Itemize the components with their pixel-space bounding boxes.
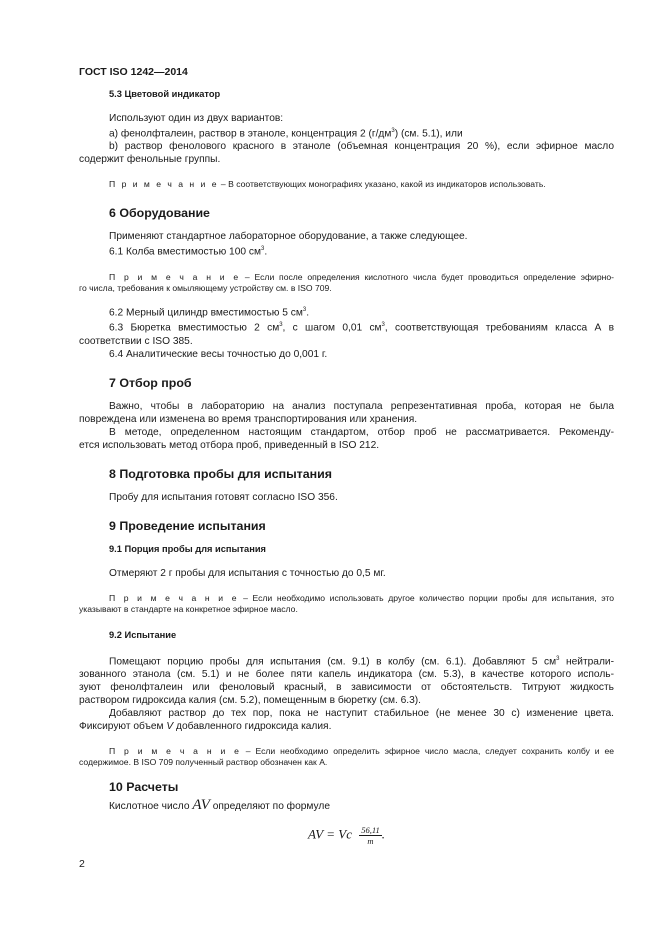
- note-label: П р и м е ч а н и е: [109, 179, 219, 190]
- text-run: ) (см. 5.1), или: [394, 128, 463, 140]
- list-item-b: b) раствор фенолового красного в этаноле (объемная концентрация 20 %), если эфирное масло: [109, 141, 614, 153]
- paragraph-cont: повреждена или изменена во время транспортирования или хранения.: [79, 413, 418, 425]
- text-run: добавленного гидроксида калия.: [173, 720, 332, 732]
- paragraph: Отмеряют 2 г пробы для испытания с точностью до 0,5 мг.: [109, 567, 386, 579]
- text-run: .: [264, 246, 268, 258]
- formula: [79, 825, 614, 846]
- text-run: , с шагом 0,01 см: [282, 322, 382, 334]
- note-label: П р и м е ч а н и е: [109, 271, 241, 282]
- subsection-title-5-3: 5.3 Цветовой индикатор: [109, 89, 221, 99]
- paragraph: Применяют стандартное лабораторное оборудование, а также следующее.: [109, 231, 468, 243]
- variable: V: [166, 720, 174, 732]
- page-content: [79, 88, 614, 846]
- list-item-b-cont: содержит фенольные группы.: [79, 154, 221, 166]
- note-text: – Если необходимо использовать другое количество порции пробы для испытания, это: [238, 592, 615, 603]
- item-6-3: [109, 319, 614, 334]
- formula-denominator: m: [367, 835, 374, 846]
- text-run: определяют по формуле: [209, 800, 330, 812]
- paragraph: [79, 796, 614, 813]
- note-cont: содержимое. В ISO 709 полученный раствор обозначен как А.: [79, 756, 328, 767]
- formula-numerator: 56,11: [361, 824, 380, 835]
- item-6-1: [109, 243, 614, 258]
- note-cont: указывают в стандарте на конкретное эфирное масло.: [79, 603, 298, 614]
- list-item-a: [109, 125, 614, 140]
- paragraph: [79, 653, 614, 668]
- paragraph-cont: раствором гидроксида калия (см. 5.2), помещенным в бюретку (см. 6.3).: [79, 694, 421, 706]
- section-title-9: 9 Проведение испытания: [109, 518, 266, 533]
- text-run: Помещают порцию пробы для испытания (см. 9.1) в колбу (см. 6.1). Добавляют 5 см: [109, 655, 557, 667]
- section-title-7: 7 Отбор проб: [109, 375, 192, 390]
- paragraph: Используют один из двух вариантов:: [109, 113, 284, 124]
- formula-fraction: [359, 825, 382, 846]
- note: [79, 746, 614, 757]
- note-text: – В соответствующих монографиях указано, какой из индикаторов использовать.: [218, 179, 546, 190]
- text-run: , соответствующая требованиям класса А в: [384, 322, 614, 334]
- formula-lhs: AV = Vc: [308, 826, 352, 842]
- section-5-3-body: [79, 112, 614, 153]
- item-6-3-cont: соответствии с ISO 385.: [79, 335, 193, 347]
- note: [79, 593, 614, 604]
- note-cont: го числа, требования к омыляющему устройству см. в ISO 709.: [79, 282, 332, 293]
- standard-header: ГОСТ ISO 1242—2014: [79, 66, 188, 78]
- page-number: 2: [79, 858, 85, 870]
- text-run: нейтрали-: [559, 655, 614, 667]
- variable: AV: [192, 796, 210, 813]
- note: [79, 272, 614, 283]
- subsection-title-9-2: 9.2 Испытание: [109, 629, 177, 640]
- text-run: 6.2 Мерный цилиндр вместимостью 5 см: [109, 307, 303, 319]
- superscript: 3: [391, 128, 395, 134]
- section-title-6: 6 Оборудование: [109, 206, 210, 221]
- paragraph: Пробу для испытания готовят согласно ISO 356.: [109, 491, 338, 503]
- paragraph-cont: зованного этанола (см. 5.1) и не более пяти капель индикатора (см. 5.3), в качестве которого исполь-: [79, 668, 614, 680]
- section-6-items: [79, 304, 614, 335]
- paragraph: Добавляют раствор до тех пор, пока не наступит стабильное (не менее 30 с) изменение цвета.: [109, 707, 614, 719]
- note-text: – Если необходимо определить эфирное число масла, следует сохранить колбу и ее: [240, 745, 614, 756]
- superscript: 3: [279, 322, 283, 329]
- note: [79, 179, 614, 190]
- superscript: 3: [556, 655, 560, 662]
- subsection-title-9-1: 9.1 Порция пробы для испытания: [109, 543, 266, 554]
- paragraph: В методе, определенном настоящим стандартом, отбор проб не рассматривается. Рекоменду-: [109, 426, 614, 438]
- superscript: 3: [381, 322, 385, 329]
- text-run: Фиксируют объем: [79, 720, 167, 732]
- formula-end: .: [381, 826, 385, 842]
- paragraph-cont: зуют фенолфталеин или феноловый красный, в зависимости от обстоятельств. Титруют жидкость: [79, 681, 614, 693]
- text-run: a) фенолфталеин, раствор в этаноле, концентрация 2 (г/дм: [109, 128, 392, 140]
- text-run: .: [306, 307, 310, 319]
- item-6-2: [109, 304, 614, 319]
- section-title-10: 10 Расчеты: [109, 779, 179, 794]
- text-run: 6.3 Бюретка вместимостью 2 см: [109, 322, 280, 334]
- item-6-4: 6.4 Аналитические весы точностью до 0,001 г.: [109, 348, 328, 360]
- section-title-8: 8 Подготовка пробы для испытания: [109, 466, 332, 481]
- text-run: Кислотное число: [109, 800, 193, 812]
- text-run: 6.1 Колба вместимостью 100 см: [109, 246, 261, 258]
- note-text: – Если после определения кислотного числа будет проводиться определение эфирно-: [240, 271, 614, 282]
- superscript: 3: [260, 246, 265, 253]
- section-6-body: [79, 230, 614, 258]
- superscript: 3: [302, 306, 307, 313]
- paragraph: Важно, чтобы в лабораторию на анализ поступала репрезентативная проба, которая не была: [109, 400, 614, 412]
- paragraph-cont: ется использовать метод отбора проб, приведенный в ISO 212.: [79, 439, 380, 451]
- paragraph-cont: [79, 720, 614, 733]
- note-label: П р и м е ч а н и е: [109, 592, 239, 603]
- note-label: П р и м е ч а н и е: [109, 745, 241, 756]
